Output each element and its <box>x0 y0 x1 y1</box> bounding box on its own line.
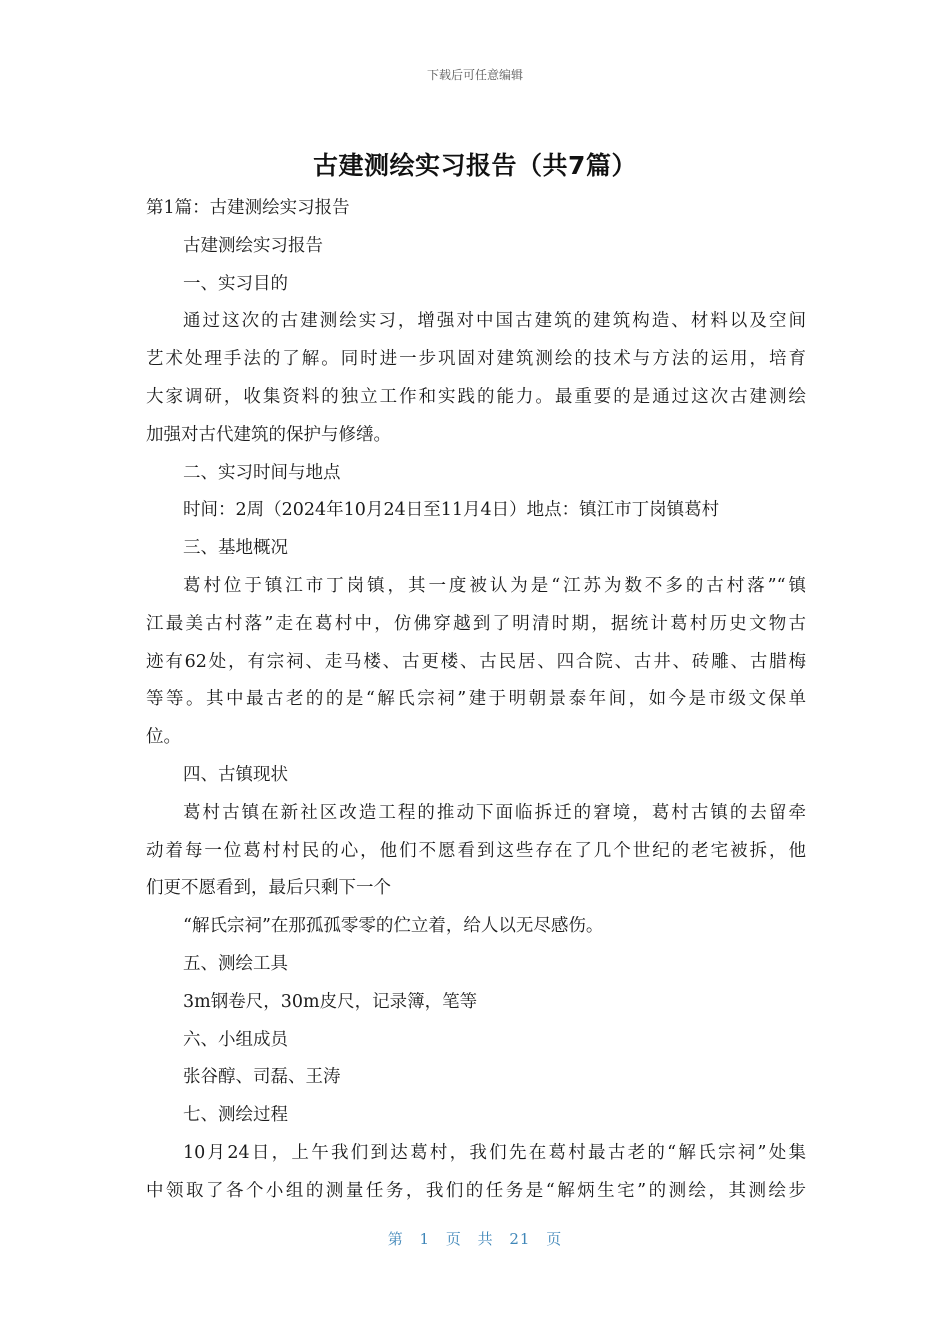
document-title: 古建测绘实习报告（共7篇） <box>313 151 637 180</box>
paragraph-line: 迹有62处，有宗祠、走马楼、古更楼、古民居、四合院、古井、砖雕、古腊梅 <box>146 651 806 672</box>
report-subtitle: 古建测绘实习报告 <box>183 235 323 256</box>
paragraph-line: 艺术处理手法的了解。同时进一步巩固对建筑测绘的技术与方法的运用，培育 <box>146 349 806 370</box>
paragraph-line: 3m钢卷尺，30m皮尺，记录簿，笔等 <box>183 991 478 1012</box>
header-note: 下载后可任意编辑 <box>426 68 523 82</box>
heading-process: 七、测绘过程 <box>183 1105 288 1126</box>
section-heading: 第1篇：古建测绘实习报告 <box>146 198 350 218</box>
heading-time-place: 二、实习时间与地点 <box>183 462 341 483</box>
paragraph-line: “解氏宗祠”在那孤孤零零的伫立着，给人以无尽感伤。 <box>183 916 604 937</box>
paragraph-line: 加强对古代建筑的保护与修缮。 <box>146 424 391 445</box>
heading-tools: 五、测绘工具 <box>183 953 288 974</box>
paragraph-line: 通过这次的古建测绘实习，增强对中国古建筑的建筑构造、材料以及空间 <box>183 311 806 332</box>
paragraph-line: 江最美古村落”走在葛村中，仿佛穿越到了明清时期，据统计葛村历史文物古 <box>146 613 806 634</box>
page-footer: 第 1 页 共 21 页 <box>387 1230 563 1248</box>
heading-town-status: 四、古镇现状 <box>183 764 288 785</box>
paragraph-line: 们更不愿看到，最后只剩下一个 <box>146 878 391 899</box>
paragraph-line: 中领取了各个小组的测量任务，我们的任务是“解炳生宅”的测绘，其测绘步 <box>146 1180 806 1201</box>
paragraph-line: 等等。其中最古老的的是“解氏宗祠”建于明朝景泰年间，如今是市级文保单 <box>146 689 806 710</box>
paragraph-line: 位。 <box>146 727 181 748</box>
paragraph-line: 动着每一位葛村村民的心，他们不愿看到这些存在了几个世纪的老宅被拆，他 <box>146 840 806 861</box>
paragraph-line: 葛村古镇在新社区改造工程的推动下面临拆迁的窘境，葛村古镇的去留牵 <box>183 802 806 823</box>
paragraph-line: 时间：2周（2024年10月24日至11月4日）地点：镇江市丁岗镇葛村 <box>183 500 720 521</box>
paragraph-line: 大家调研，收集资料的独立工作和实践的能力。最重要的是通过这次古建测绘 <box>146 386 806 407</box>
paragraph-line: 张谷醇、司磊、王涛 <box>183 1067 341 1088</box>
paragraph-line: 10月24日，上午我们到达葛村，我们先在葛村最古老的“解氏宗祠”处集 <box>183 1142 806 1163</box>
heading-members: 六、小组成员 <box>183 1029 288 1050</box>
paragraph-line: 葛村位于镇江市丁岗镇，其一度被认为是“江苏为数不多的古村落”“镇 <box>183 575 806 596</box>
heading-purpose: 一、实习目的 <box>183 273 288 294</box>
heading-base-overview: 三、基地概况 <box>183 538 288 559</box>
document-body <box>146 190 806 1211</box>
